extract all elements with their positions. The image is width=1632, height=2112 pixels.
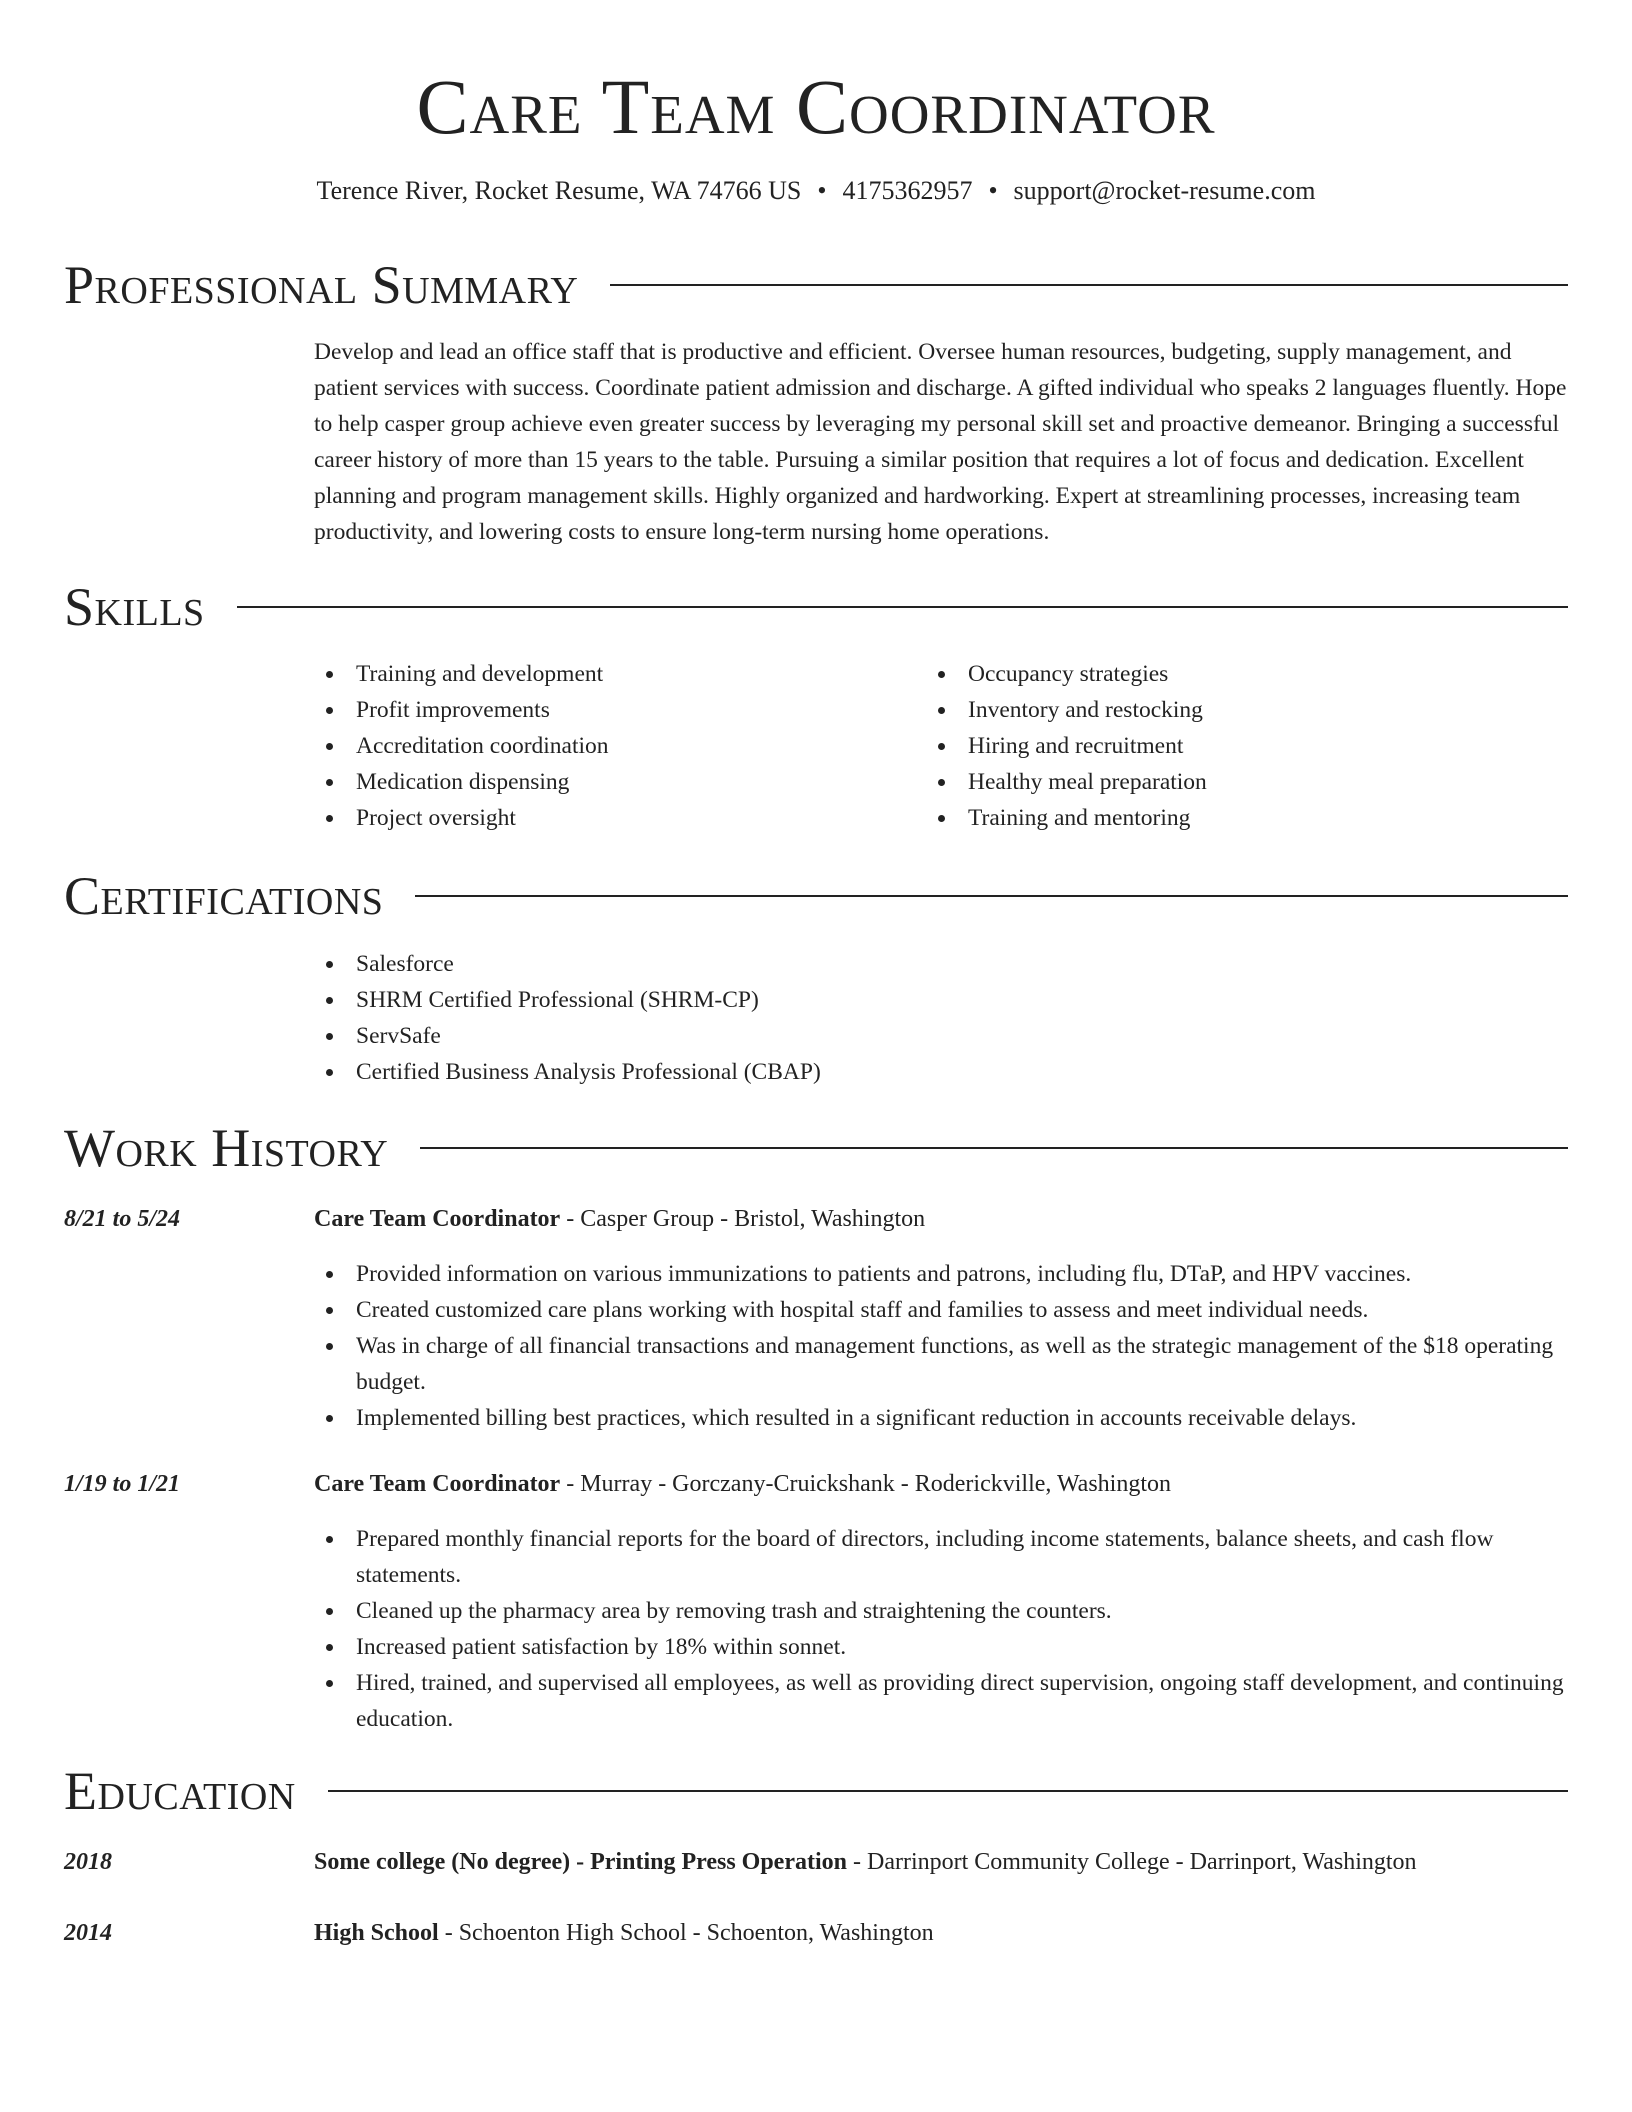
skill-item: Occupancy strategies xyxy=(924,656,1524,692)
skill-item: Healthy meal preparation xyxy=(924,764,1524,800)
certification-item: Salesforce xyxy=(312,946,1512,982)
job-bullet: Was in charge of all financial transactions and management functions, as well as the strategic management of the $18 operating budget. xyxy=(312,1328,1568,1400)
skills-column-left xyxy=(312,656,912,836)
section-divider xyxy=(237,606,1568,608)
education-degree: High School xyxy=(314,1920,439,1946)
education-line xyxy=(314,1915,1592,1951)
skill-item: Training and development xyxy=(312,656,912,692)
skill-item: Training and mentoring xyxy=(924,800,1524,836)
skill-item: Accreditation coordination xyxy=(312,728,912,764)
skills-column-right xyxy=(924,656,1524,836)
job-bullets xyxy=(312,1256,1568,1436)
job-dates: 1/19 to 1/21 xyxy=(64,1471,181,1497)
contact-phone: 4175362957 xyxy=(842,176,973,205)
contact-separator: • xyxy=(988,176,998,205)
job-dates: 8/21 to 5/24 xyxy=(64,1206,181,1232)
job-bullet: Hired, trained, and supervised all employees, as well as providing direct supervision, ongoing staff development, and continuing education. xyxy=(312,1665,1568,1737)
skill-item: Medication dispensing xyxy=(312,764,912,800)
section-heading-work-history xyxy=(64,1118,1568,1178)
job-bullet: Provided information on various immunizations to patients and patrons, including flu, DTaP, and HPV vaccines. xyxy=(312,1256,1568,1292)
job-bullet: Prepared monthly financial reports for the board of directors, including income statements, balance sheets, and cash flow statements. xyxy=(312,1521,1568,1593)
education-school: - Schoenton High School - Schoenton, Washington xyxy=(438,1920,934,1946)
section-title: Certifications xyxy=(64,866,384,926)
job-employer: - Murray - Gorczany-Cruickshank - Roderickville, Washington xyxy=(560,1471,1172,1497)
education-year: 2018 xyxy=(64,1849,112,1875)
education-school: - Darrinport Community College - Darrinport, Washington xyxy=(847,1849,1417,1875)
section-title: Education xyxy=(64,1761,296,1821)
certification-item: Certified Business Analysis Professional (CBAP) xyxy=(312,1054,1512,1090)
section-heading-education xyxy=(64,1761,1568,1821)
section-divider xyxy=(328,1790,1568,1792)
job-bullet: Implemented billing best practices, which resulted in a significant reduction in accounts receivable delays. xyxy=(312,1400,1568,1436)
section-heading-certifications xyxy=(64,866,1568,926)
section-heading-summary xyxy=(64,255,1568,315)
education-degree: Some college (No degree) - Printing Press Operation xyxy=(314,1849,847,1875)
job-title-line xyxy=(314,1466,1592,1502)
job-bullet: Cleaned up the pharmacy area by removing trash and straightening the counters. xyxy=(312,1593,1568,1629)
job-bullets xyxy=(312,1521,1568,1737)
certification-item: ServSafe xyxy=(312,1018,1512,1054)
education-line xyxy=(314,1844,1592,1880)
section-title: Skills xyxy=(64,577,205,637)
job-bullet: Increased patient satisfaction by 18% within sonnet. xyxy=(312,1629,1568,1665)
contact-line xyxy=(0,174,1632,208)
skill-item: Hiring and recruitment xyxy=(924,728,1524,764)
resume-title: Care Team Coordinator xyxy=(416,63,1216,150)
job-role: Care Team Coordinator xyxy=(314,1206,561,1232)
summary-text: Develop and lead an office staff that is productive and efficient. Oversee human resources, budgeting, supply management, and patient services with success. Coordinate patient admission and discharge. A gifted individual who speaks 2 languages fluently. Hope to help casper group achieve even greater success by leveraging my personal skill set and proactive demeanor. Bringing a successful career history of more than 15 years to the table. Pursuing a similar position that requires a lot of focus and dedication. Excellent planning and program management skills. Highly organized and hardworking. Expert at streamlining processes, increasing team productivity, and lowering costs to ensure long-term nursing home operations. xyxy=(314,339,1567,545)
contact-separator: • xyxy=(817,176,827,205)
certifications-list xyxy=(312,946,1512,1090)
section-title: Professional Summary xyxy=(64,255,579,315)
skill-item: Profit improvements xyxy=(312,692,912,728)
skill-item: Inventory and restocking xyxy=(924,692,1524,728)
job-role: Care Team Coordinator xyxy=(314,1471,561,1497)
contact-address: Terence River, Rocket Resume, WA 74766 US xyxy=(316,176,802,205)
section-divider xyxy=(415,895,1568,897)
contact-email: support@rocket-resume.com xyxy=(1013,176,1316,205)
certification-item: SHRM Certified Professional (SHRM-CP) xyxy=(312,982,1512,1018)
section-heading-skills xyxy=(64,577,1568,637)
job-employer: - Casper Group - Bristol, Washington xyxy=(560,1206,926,1232)
education-year: 2014 xyxy=(64,1920,112,1946)
job-bullet: Created customized care plans working with hospital staff and families to assess and meet individual needs. xyxy=(312,1292,1568,1328)
job-title-line xyxy=(314,1201,1592,1237)
section-title: Work History xyxy=(64,1118,389,1178)
section-divider xyxy=(610,284,1568,286)
section-divider xyxy=(420,1147,1568,1149)
skill-item: Project oversight xyxy=(312,800,912,836)
